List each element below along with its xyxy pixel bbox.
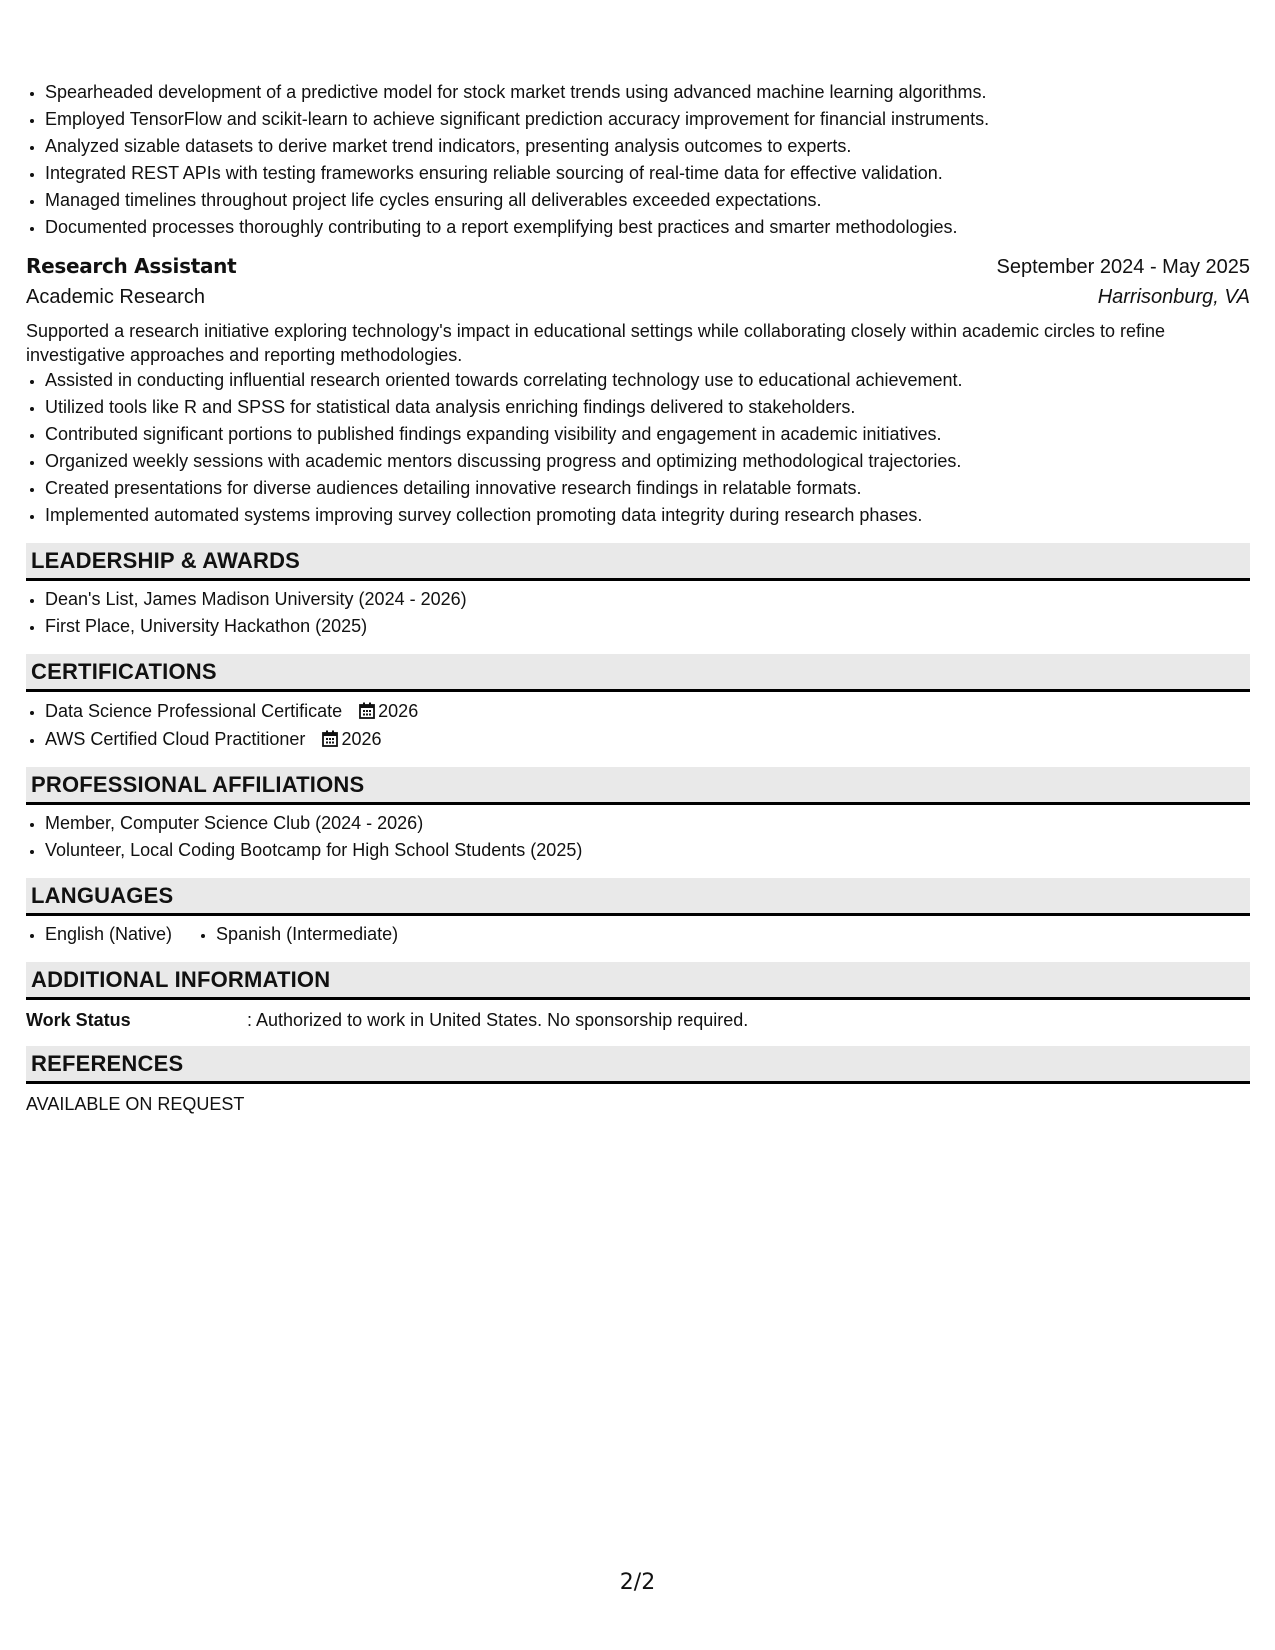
references-text: AVAILABLE ON REQUEST (26, 1094, 245, 1114)
list-item (45, 725, 1250, 753)
list-item: • Analyzed sizable datasets to derive market trend indicators, presenting analysis outcomes to experts. (45, 133, 1250, 160)
section-header-leadership (26, 543, 1250, 581)
section-header-references (26, 1046, 1250, 1084)
section-title: LEADERSHIP & AWARDS (31, 547, 301, 573)
list-item: • Organized weekly sessions with academic mentors discussing progress and optimizing methodological trajectories. (45, 448, 1250, 475)
section-title: ADDITIONAL INFORMATION (31, 966, 331, 992)
list-item: • Member, Computer Science Club (2024 - 2026) (45, 810, 1250, 837)
section-title: LANGUAGES (31, 882, 174, 908)
job-bullet-list (26, 367, 1250, 529)
list-item (45, 697, 1250, 725)
language-item: • English (Native) (45, 921, 172, 948)
list-item: • Managed timelines throughout project life cycles ensuring all deliverables exceeded expectations. (45, 187, 1250, 214)
page-number: 2/2 (619, 1570, 656, 1595)
job-header (26, 254, 1250, 286)
experience-bullet-list (26, 79, 1250, 241)
job-dates: September 2024 - May 2025 (996, 256, 1250, 278)
work-status-label: Work Status (26, 1010, 131, 1030)
job-title: Research Assistant (26, 254, 237, 278)
list-item: • Spearheaded development of a predictive model for stock market trends using advanced machine learning algorithms. (45, 79, 1250, 106)
list-item: • Employed TensorFlow and scikit-learn to achieve significant prediction accuracy improvement for financial instruments. (45, 106, 1250, 133)
list-item: • Documented processes thoroughly contributing to a report exemplifying best practices and smarter methodologies. (45, 214, 1250, 241)
language-item: • Spanish (Intermediate) (216, 921, 398, 948)
job-location: Harrisonburg, VA (1097, 286, 1250, 308)
list-item: • Volunteer, Local Coding Bootcamp for High School Students (2025) (45, 837, 1250, 864)
certifications-list (26, 697, 1250, 753)
leadership-list (26, 586, 1250, 640)
work-status-value: : Authorized to work in United States. No sponsorship required. (247, 1010, 749, 1030)
certification-name: AWS Certified Cloud Practitioner (45, 729, 306, 749)
calendar-icon (322, 730, 338, 747)
list-item: • Utilized tools like R and SPSS for statistical data analysis enriching findings delivered to stakeholders. (45, 394, 1250, 421)
section-title: CERTIFICATIONS (31, 658, 217, 684)
section-header-languages (26, 878, 1250, 916)
list-item: • Assisted in conducting influential research oriented towards correlating technology use to educational achievement. (45, 367, 1250, 394)
affiliations-list (26, 810, 1250, 864)
resume-page (26, 0, 1250, 1116)
languages-list (26, 921, 1250, 948)
certification-year: 2026 (378, 701, 419, 721)
section-header-affiliations (26, 767, 1250, 805)
list-item: • Dean's List, James Madison University (2024 - 2026) (45, 586, 1250, 613)
certification-year: 2026 (341, 729, 382, 749)
list-item: • First Place, University Hackathon (2025) (45, 613, 1250, 640)
job-summary: Supported a research initiative exploring technology's impact in educational settings while collaborating closely within academic circles to refine investigative approaches and reporting methodologies. (26, 321, 1166, 365)
work-status-row (26, 1008, 1250, 1032)
job-subheader (26, 286, 1250, 318)
list-item: • Integrated REST APIs with testing frameworks ensuring reliable sourcing of real-time data for effective validation. (45, 160, 1250, 187)
list-item: • Created presentations for diverse audiences detailing innovative research findings in relatable formats. (45, 475, 1250, 502)
section-header-certifications (26, 654, 1250, 692)
section-title: REFERENCES (31, 1050, 184, 1076)
certification-name: Data Science Professional Certificate (45, 701, 343, 721)
list-item: • Contributed significant portions to published findings expanding visibility and engagement in academic initiatives. (45, 421, 1250, 448)
section-header-additional-info (26, 962, 1250, 1000)
job-organization: Academic Research (26, 286, 205, 308)
list-item: • Implemented automated systems improving survey collection promoting data integrity during research phases. (45, 502, 1250, 529)
section-title: PROFESSIONAL AFFILIATIONS (31, 771, 365, 797)
calendar-icon (359, 702, 375, 719)
